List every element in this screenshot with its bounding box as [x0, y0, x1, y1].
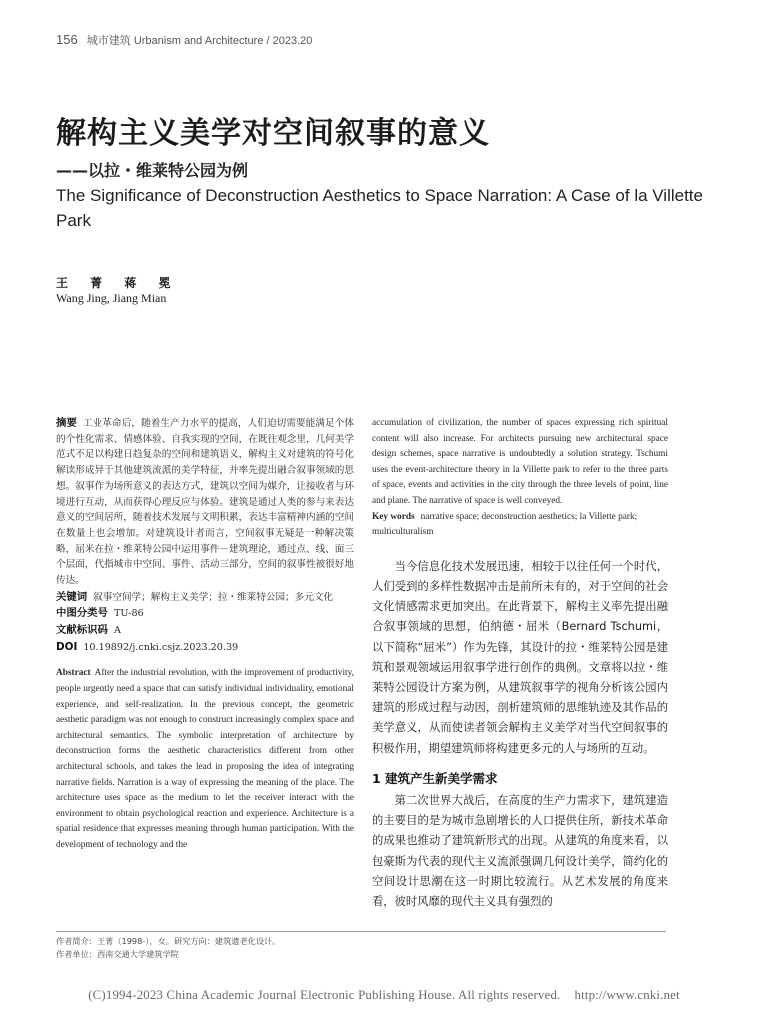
section-heading: 1 建筑产生新美学需求	[372, 770, 498, 786]
running-title: 城市建筑 Urbanism and Architecture / 2023.20	[86, 35, 313, 47]
copyright-line	[0, 988, 768, 1003]
article-title-zh: 解构主义美学对空间叙事的意义	[56, 116, 490, 151]
abstract-zh-label: 摘要	[56, 417, 77, 429]
intro-paragraph: 当今信息化技术发展迅速，相较于以往任何一个时代，人们受到的多样性数据冲击是前所未有的，对于空间的社会文化情感需求更加突出。在此背景下，解构主义率先提出融合叙事领域的思想，伯纳德・屈米（Bernard Tschumi，以下简称“屈米”）作为先锋，其设计的拉・维莱特公园是建筑和景观领域运用叙事学进行创作的典例。文章将以拉・维莱特公园设计方案为例，从建筑叙事学的视角分析该公园内建筑的形成过程与动因，剖析建筑师的思维轨迹及其作品的美学意义，从而使读者领会解构主义美学对当代空间叙事的积极作用，期望建筑师将构建更多元的人与场所的互动。	[372, 559, 668, 755]
copyright-text: (C)1994-2023 China Academic Journal Electronic Publishing House. All rights reserved.	[88, 988, 561, 1002]
document-code	[56, 622, 354, 639]
section-paragraph: 第二次世界大战后，在高度的生产力需求下，建筑建造的主要目的是为城市急剧增长的人口提供住所，新技术革命的成果也推动了建筑新形式的出现。从建筑的角度来看，以包豪斯为代表的现代主义流派强调几何设计美学，简约化的空间设计思潮在这一时期比较流行。从艺术发展的角度来看，彼时风靡的现代主义具有强烈的	[372, 793, 668, 908]
page-number: 156	[56, 32, 78, 47]
clc-label: 中图分类号	[56, 607, 108, 620]
author-affiliation: 作者单位：西南交通大学建筑学院	[56, 949, 179, 959]
keywords-en	[372, 510, 668, 541]
keywords-en-label: Key words	[372, 511, 415, 522]
cnki-link[interactable]: http://www.cnki.net	[574, 988, 680, 1002]
authors-zh: 王 菁 蒋 冕	[56, 276, 180, 290]
author-bio: 作者简介：王菁（1998-），女。研究方向：建筑遗老化设计。	[56, 936, 281, 946]
clc-value: TU-86	[113, 608, 144, 620]
doi-label: DOI	[56, 641, 78, 654]
left-column	[56, 416, 354, 854]
doc-code-label: 文献标识码	[56, 624, 108, 637]
right-column	[372, 416, 668, 912]
abstract-en	[56, 666, 354, 853]
keywords-zh	[56, 590, 354, 606]
footnotes	[56, 935, 280, 961]
body-text	[372, 557, 668, 912]
abstract-zh	[56, 416, 354, 589]
abstract-en-continuation: accumulation of civilization, the number of spaces expressing rich spiritual content will also increase. For architects pursuing new architectural space design schemes, space narrative is undoubtedly a solution strategy. Tschumi uses the event-architecture theory in la Villette park to refer to the three parts of space, events and activities in the city through the three levels of point, line and plane. The narrative of space is well conveyed.	[372, 418, 668, 506]
abstract-en-text: After the industrial revolution, with the improvement of productivity, people urgently need a space that can satisfy individual individuality, emotional experience, and self-realization. In the previous concept, the geometric aesthetic paradigm was not enough to construct increasingly complex space and architectural semantics. The symbolic interpretation of architecture by deconstruction forms the aesthetic characteristics different from other architectural schools, and takes the lead in proposing the idea of integrating narrative fields. Narration is a way of expressing the meaning of the place. The architecture uses space as the medium to let the receiver interact with the environment to obtain psychological reaction and experience. Architecture is a spatial residence that expresses meaning through human participation. With the development of technology and the	[56, 668, 354, 850]
doc-code-value: A	[113, 625, 121, 637]
footnote-divider	[56, 931, 666, 932]
clc-number	[56, 605, 354, 622]
running-header	[56, 32, 312, 48]
article-title-en: The Significance of Deconstruction Aesthetics to Space Narration: A Case of la Villette Park	[56, 186, 703, 230]
article-subtitle-zh: ——以拉・维莱特公园为例	[56, 161, 249, 180]
abstract-en-label: Abstract	[56, 668, 91, 679]
abstract-zh-text: 工业革命后，随着生产力水平的提高，人们迫切需要能满足个体的个性化需求、情感体验、自我实现的空间，在既往观念里，几何美学范式不足以构建日趋复杂的空间和建筑语义，解构主义对建筑的符号化解读形成异于其他建筑流派的美学特征，并率先提出融合叙事领域的思想。叙事作为场所意义的表达方式，建筑以空间为媒介，让接收者与环境进行互动，从而获得心理反应与体验。建筑是通过人类的参与来表达意义的空间居所，随着技术发展与文明积累，表达丰富精神内涵的空间在数量上也会增加。对建筑设计者而言，空间叙事无疑是一种解决策略，屈米在拉・维莱特公园中运用事件－建筑理论，通过点、线、面三个层面，代指城市中空间、事件、活动三部分，空间的叙事性被很好地传达。	[56, 418, 355, 587]
authors-en: Wang Jing, Jiang Mian	[56, 291, 167, 305]
keywords-en-text: narrative space; deconstruction aesthetics; la Villette park; multiculturalism	[372, 511, 638, 538]
doi	[56, 639, 354, 656]
doi-link[interactable]: 10.19892/j.cnki.csjz.2023.20.39	[83, 642, 239, 654]
keywords-zh-text: 叙事空间学；解构主义美学；拉・维莱特公园；多元文化	[93, 591, 334, 603]
keywords-zh-label: 关键词	[56, 590, 88, 603]
